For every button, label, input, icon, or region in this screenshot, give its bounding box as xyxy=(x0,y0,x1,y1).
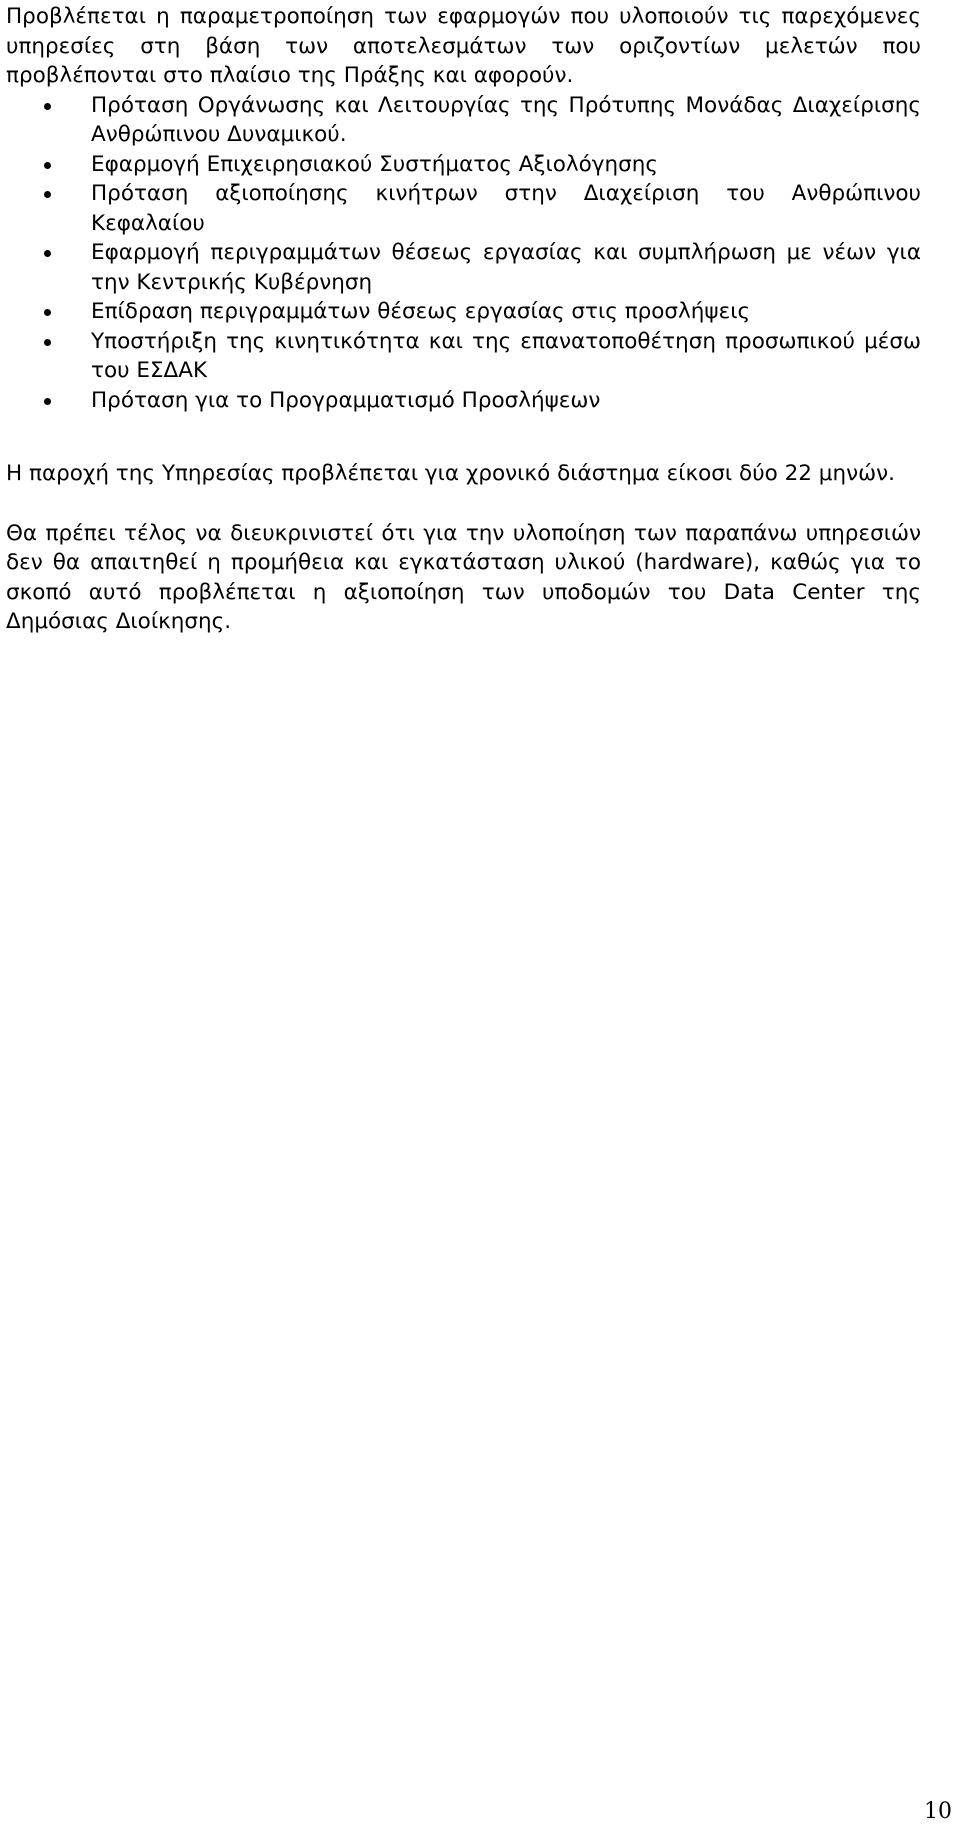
bullet-icon xyxy=(44,191,51,198)
intro-paragraph: Προβλέπεται η παραμετροποίηση των εφαρμογών που υλοποιούν τις παρεχόμενες υπηρεσίες στη βάση των αποτελεσμάτων των οριζοντίων μελετών που προβλέπονται στο πλαίσιο της Πράξης και αφορούν. xyxy=(6,4,921,88)
bullet-item xyxy=(6,91,921,150)
bullet-text: Εφαρμογή Επιχειρησιακού Συστήματος Αξιολόγησης xyxy=(91,151,659,177)
spacer xyxy=(6,489,921,519)
bullet-text: Επίδραση περιγραμμάτων θέσεως εργασίας στις προσλήψεις xyxy=(91,299,751,324)
bullet-text: Πρόταση Οργάνωσης και Λειτουργίας της Πρότυπης Μονάδας Διαχείρισης Ανθρώπινου Δυναμικού. xyxy=(91,92,921,147)
duration-paragraph: Η παροχή της Υπηρεσίας προβλέπεται για χρονικό διάστημα είκοσι δύο 22 μηνών. xyxy=(6,461,895,486)
bullet-item xyxy=(6,238,921,297)
deliverables-bullet-list xyxy=(6,91,921,416)
bullet-text: Πρόταση για το Προγραμματισμό Προσλήψεων xyxy=(91,387,601,413)
bullet-icon xyxy=(44,250,51,257)
bullet-item xyxy=(6,386,921,416)
bullet-text: Πρόταση αξιοποίησης κινήτρων στην Διαχείριση του Ανθρώπινου Κεφαλαίου xyxy=(91,181,921,236)
spacer xyxy=(6,415,921,459)
page-number: 10 xyxy=(924,1799,952,1824)
bullet-icon xyxy=(44,309,51,316)
bullet-item xyxy=(6,327,921,386)
closing-paragraph: Θα πρέπει τέλος να διευκρινιστεί ότι για την υλοποίηση των παραπάνω υπηρεσιών δεν θα απαιτηθεί η προμήθεια και εγκατάσταση υλικού (hardware), καθώς για το σκοπό αυτό προβλέπεται η αξιοποίηση των υποδομών του Data Center της Δημόσιας Διοίκησης. xyxy=(6,520,921,634)
bullet-icon xyxy=(44,162,51,169)
bullet-text: Υποστήριξη της κινητικότητα και της επανατοποθέτηση προσωπικού μέσω του ΕΣΔΑΚ xyxy=(91,328,921,383)
bullet-icon xyxy=(44,339,51,346)
bullet-icon xyxy=(44,398,51,405)
document-body xyxy=(6,2,921,637)
bullet-item xyxy=(6,179,921,238)
bullet-item xyxy=(6,297,921,327)
bullet-text: Εφαρμογή περιγραμμάτων θέσεως εργασίας και συμπλήρωση με νέων για την Κεντρικής Κυβέρνηση xyxy=(91,240,921,295)
bullet-item xyxy=(6,150,921,180)
bullet-icon xyxy=(44,103,51,110)
